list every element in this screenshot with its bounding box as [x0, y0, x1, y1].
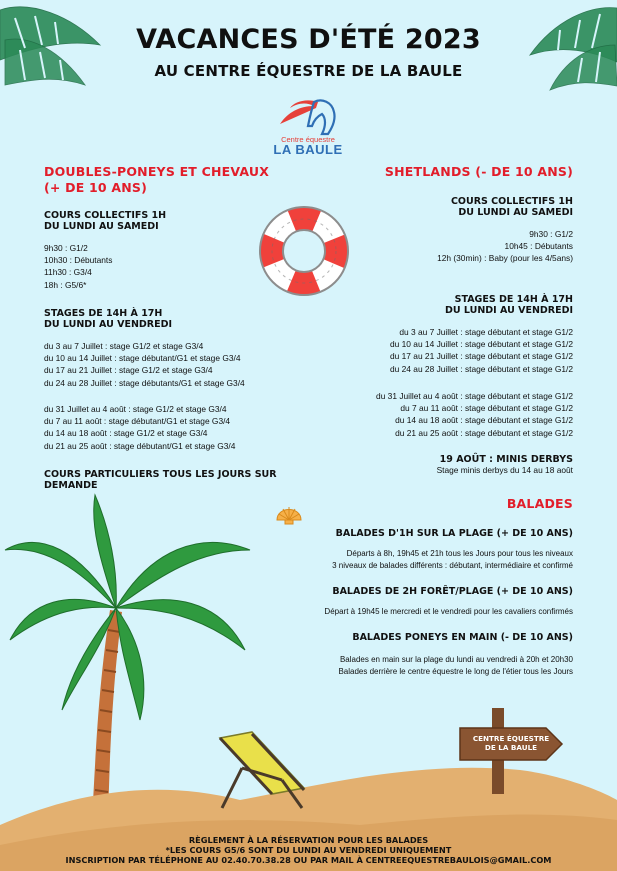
list-item: du 7 au 11 août : stage débutant/G1 et stage G3/4 [44, 416, 231, 427]
right-cours-title-line2: DU LUNDI AU SAMEDI [458, 207, 573, 218]
list-item: 9h30 : G1/2 [44, 243, 88, 253]
list-item: du 24 au 28 Juillet : stage débutant et stage G1/2 [390, 363, 573, 374]
left-stages-group2 [44, 403, 235, 452]
signpost-line2: DE LA BAULE [484, 743, 538, 752]
page-subtitle: AU CENTRE ÉQUESTRE DE LA BAULE [154, 62, 463, 80]
list-item: du 10 au 14 Juillet : stage débutant/G1 et stage G3/4 [44, 353, 241, 364]
list-item: 12h (30min) : Baby (pour les 4/5ans) [437, 253, 573, 264]
balade3-text [338, 654, 573, 677]
right-cours-title-line1: COURS COLLECTIFS 1H [450, 196, 573, 207]
list-item: 10h45 : Débutants [504, 241, 573, 252]
left-particuliers-line1: COURS PARTICULIERS TOUS LES JOURS SUR [44, 469, 277, 480]
list-item: 9h30 : G1/2 [529, 229, 573, 239]
left-heading-line2: (+ DE 10 ANS) [44, 180, 148, 195]
page-title: VACANCES D'ÉTÉ 2023 [136, 24, 481, 55]
right-stages-title [445, 294, 573, 316]
left-heading [44, 164, 284, 196]
left-cours-title-line1: COURS COLLECTIFS 1H [44, 210, 167, 221]
list-item: du 31 Juillet au 4 août : stage G1/2 et stage G3/4 [44, 404, 227, 414]
list-item: 18h : G5/6* [44, 279, 87, 290]
list-item: du 24 au 28 Juillet : stage débutants/G1 et stage G3/4 [44, 377, 245, 388]
right-cours-list [437, 228, 573, 265]
footer-line2: *LES COURS G5/6 SONT DU LUNDI AU VENDREDI UNIQUEMENT [165, 845, 452, 855]
logo-top-text: Centre équestre [281, 135, 335, 144]
list-item: 11h30 : G3/4 [44, 267, 92, 278]
list-item: du 31 Juillet au 4 août : stage débutant et stage G1/2 [376, 391, 573, 401]
left-stages-title-line2: DU LUNDI AU VENDREDI [44, 319, 172, 330]
left-cours-title-line2: DU LUNDI AU SAMEDI [44, 221, 159, 232]
list-item: du 14 au 18 août : stage G1/2 et stage G3/4 [44, 428, 208, 439]
footer-line1: RÈGLEMENT À LA RÉSERVATION POUR LES BALADES [188, 835, 429, 845]
balade1-line1: Départs à 8h, 19h45 et 21h tous les Jours pour tous les niveaux [346, 549, 573, 558]
footer-line3: INSCRIPTION PAR TÉLÉPHONE AU 02.40.70.38.28 OU PAR MAIL À CENTREEQUESTREBAULOIS@GMAIL.COM [65, 855, 552, 865]
balade3-line2: Balades derrière le centre équestre le long de l'étier tous les Jours [338, 666, 573, 676]
balade3-line1: Balades en main sur la plage du lundi au vendredi à 20h et 20h30 [339, 655, 573, 664]
beach-chair-icon [212, 724, 322, 814]
balade2-line1: Départ à 19h45 le mercredi et le vendredi pour les cavaliers confirmés [324, 607, 573, 616]
horse-head-logo-icon [276, 94, 342, 136]
lifebuoy-icon [252, 205, 356, 297]
list-item: du 17 au 21 Juillet : stage débutant et stage G1/2 [390, 351, 573, 362]
logo [262, 94, 354, 162]
left-stages-title [44, 308, 172, 330]
balades-heading: BALADES [506, 496, 573, 511]
right-stages-title-line2: DU LUNDI AU VENDREDI [445, 305, 573, 316]
left-particuliers-line2: DEMANDE [44, 480, 98, 491]
left-particuliers [44, 469, 304, 491]
right-stages-group1 [390, 326, 573, 375]
balade3-title: BALADES PONEYS EN MAIN (- DE 10 ANS) [352, 632, 573, 643]
balade1-text [332, 548, 573, 571]
left-stages-title-line1: STAGES DE 14H À 17H [44, 308, 163, 319]
balade1-title: BALADES D'1H SUR LA PLAGE (+ DE 10 ANS) [335, 528, 573, 539]
left-heading-line1: DOUBLES-PONEYS ET CHEVAUX [44, 164, 270, 179]
footer [0, 835, 617, 865]
right-cours-title [451, 196, 573, 218]
list-item: du 21 au 25 août : stage débutant et stage G1/2 [395, 427, 573, 438]
left-cours-list [44, 242, 112, 291]
left-stages-group1 [44, 340, 245, 389]
logo-main-text: LA BAULE [273, 142, 343, 157]
list-item: du 3 au 7 Juillet : stage G1/2 et stage G3/4 [44, 341, 204, 351]
right-stages-group2 [376, 390, 573, 439]
list-item: 10h30 : Débutants [44, 255, 113, 266]
right-heading: SHETLANDS (- DE 10 ANS) [384, 164, 573, 179]
right-derby-title: 19 AOÛT : MINIS DERBYS [439, 454, 573, 465]
list-item: du 7 au 11 août : stage débutant et stage G1/2 [400, 403, 573, 414]
list-item: du 3 au 7 Juillet : stage débutant et stage G1/2 [399, 327, 573, 337]
list-item: du 10 au 14 Juillet : stage débutant et stage G1/2 [390, 339, 573, 350]
balade2-title: BALADES DE 2H FORÊT/PLAGE (+ DE 10 ANS) [332, 586, 573, 597]
signpost-label [464, 734, 558, 752]
list-item: du 14 au 18 août : stage débutant et stage G1/2 [395, 415, 573, 426]
right-derby-text: Stage minis derbys du 14 au 18 août [436, 465, 573, 475]
list-item: du 17 au 21 Juillet : stage G1/2 et stage G3/4 [44, 365, 213, 376]
list-item: du 21 au 25 août : stage débutant/G1 et stage G3/4 [44, 440, 236, 451]
balade1-line2: 3 niveaux de balades différents : débutant, intermédiaire et confirmé [332, 560, 573, 570]
right-stages-title-line1: STAGES DE 14H À 17H [454, 294, 573, 305]
left-cours-title [44, 210, 166, 232]
signpost-line1: CENTRE ÉQUESTRE [472, 734, 550, 743]
